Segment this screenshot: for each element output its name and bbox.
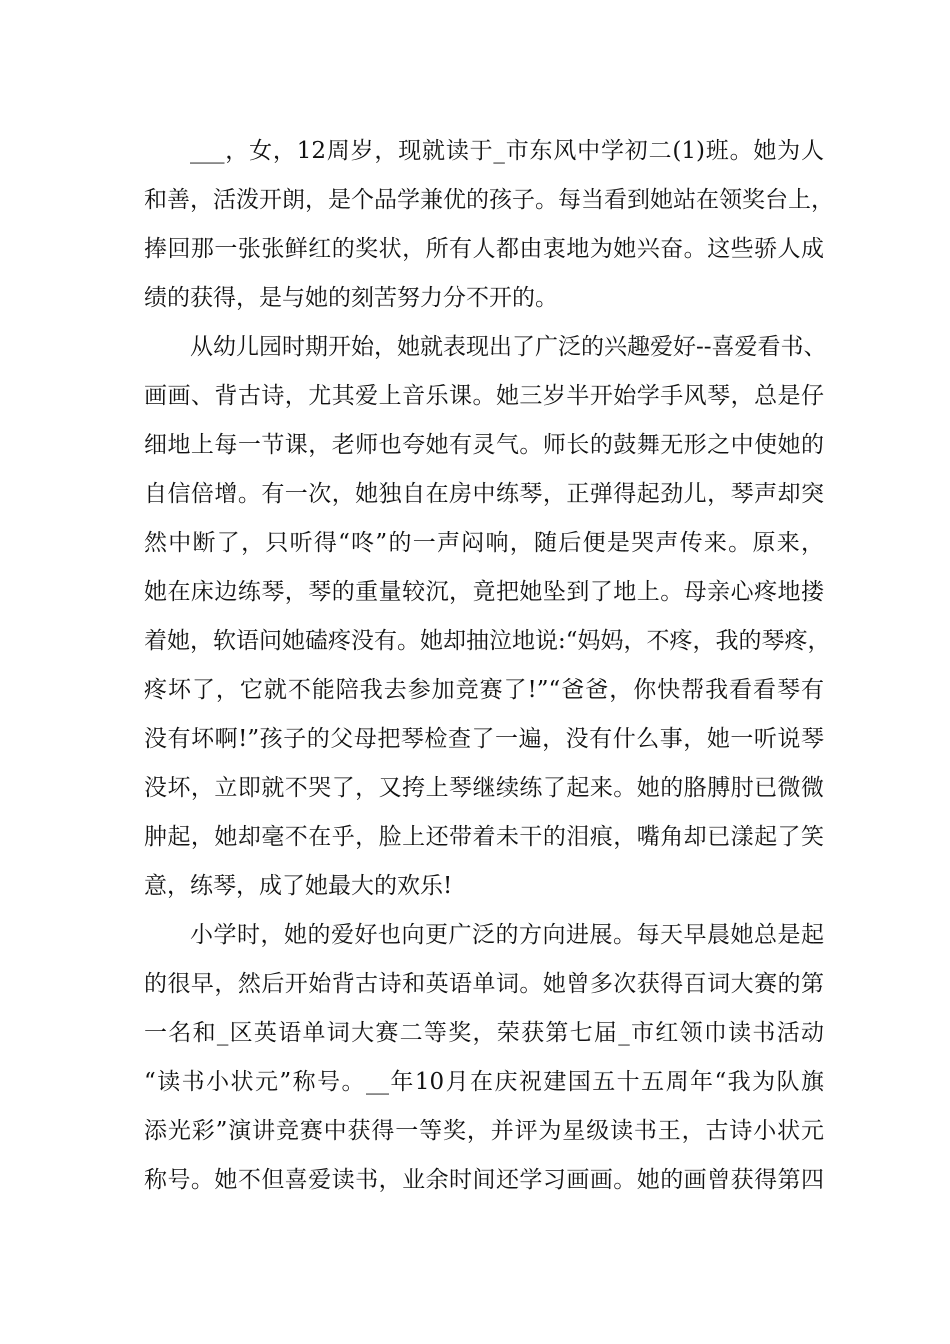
paragraph-2-line-9: 没有坏啊!”孩子的父母把琴检查了一遍，没有什么事，她一听说琴 xyxy=(144,726,824,752)
paragraph-2-line-12: 意，练琴，成了她最大的欢乐! xyxy=(144,873,453,899)
paragraph-3-line-4: “读书小状元”称号。__年10月在庆祝建国五十五周年“我为队旗 xyxy=(144,1069,824,1095)
paragraph-2-line-11: 肿起，她却毫不在乎，脸上还带着未干的泪痕，嘴角却已漾起了笑 xyxy=(144,824,824,850)
paragraph-2-line-10: 没坏，立即就不哭了，又挎上琴继续练了起来。她的胳膊肘已微微 xyxy=(144,775,824,801)
paragraph-2-line-7: 着她，软语问她磕疼没有。她却抽泣地说:“妈妈，不疼，我的琴疼， xyxy=(144,628,831,654)
paragraph-1-line-1: ___，女，12周岁，现就读于_市东风中学初二(1)班。她为人 xyxy=(190,138,824,164)
paragraph-2-line-1: 从幼儿园时期开始，她就表现出了广泛的兴趣爱好--喜爱看书、 xyxy=(190,334,827,360)
document-body xyxy=(144,127,834,1205)
paragraph-3-line-3: 一名和_区英语单词大赛二等奖，荣获第七届_市红领巾读书活动 xyxy=(144,1020,824,1046)
paragraph-2-line-2: 画画、背古诗，尤其爱上音乐课。她三岁半开始学手风琴，总是仔 xyxy=(144,383,824,409)
paragraph-3-line-5: 添光彩”演讲竞赛中获得一等奖，并评为星级读书王，古诗小状元 xyxy=(144,1118,824,1144)
paragraph-2-line-5: 然中断了，只听得“咚”的一声闷响，随后便是哭声传来。原来， xyxy=(144,530,824,556)
paragraph-2-line-3: 细地上每一节课，老师也夸她有灵气。师长的鼓舞无形之中使她的 xyxy=(144,432,824,458)
paragraph-1-line-4: 绩的获得，是与她的刻苦努力分不开的。 xyxy=(144,285,558,311)
paragraph-1-line-3: 捧回那一张张鲜红的奖状，所有人都由衷地为她兴奋。这些骄人成 xyxy=(144,236,824,262)
paragraph-2-line-4: 自信倍增。有一次，她独自在房中练琴，正弹得起劲儿，琴声却突 xyxy=(144,481,824,507)
paragraph-2-line-8: 疼坏了，它就不能陪我去参加竞赛了!”“爸爸，你快帮我看看琴有 xyxy=(144,677,824,703)
paragraph-3-line-2: 的很早，然后开始背古诗和英语单词。她曾多次获得百词大赛的第 xyxy=(144,971,824,997)
paragraph-1-line-2: 和善，活泼开朗，是个品学兼优的孩子。每当看到她站在领奖台上， xyxy=(144,187,834,213)
paragraph-2-line-6: 她在床边练琴，琴的重量较沉，竟把她坠到了地上。母亲心疼地搂 xyxy=(144,579,824,605)
paragraph-3-line-6: 称号。她不但喜爱读书，业余时间还学习画画。她的画曾获得第四 xyxy=(144,1167,824,1193)
paragraph-3-line-1: 小学时，她的爱好也向更广泛的方向进展。每天早晨她总是起 xyxy=(190,922,824,948)
